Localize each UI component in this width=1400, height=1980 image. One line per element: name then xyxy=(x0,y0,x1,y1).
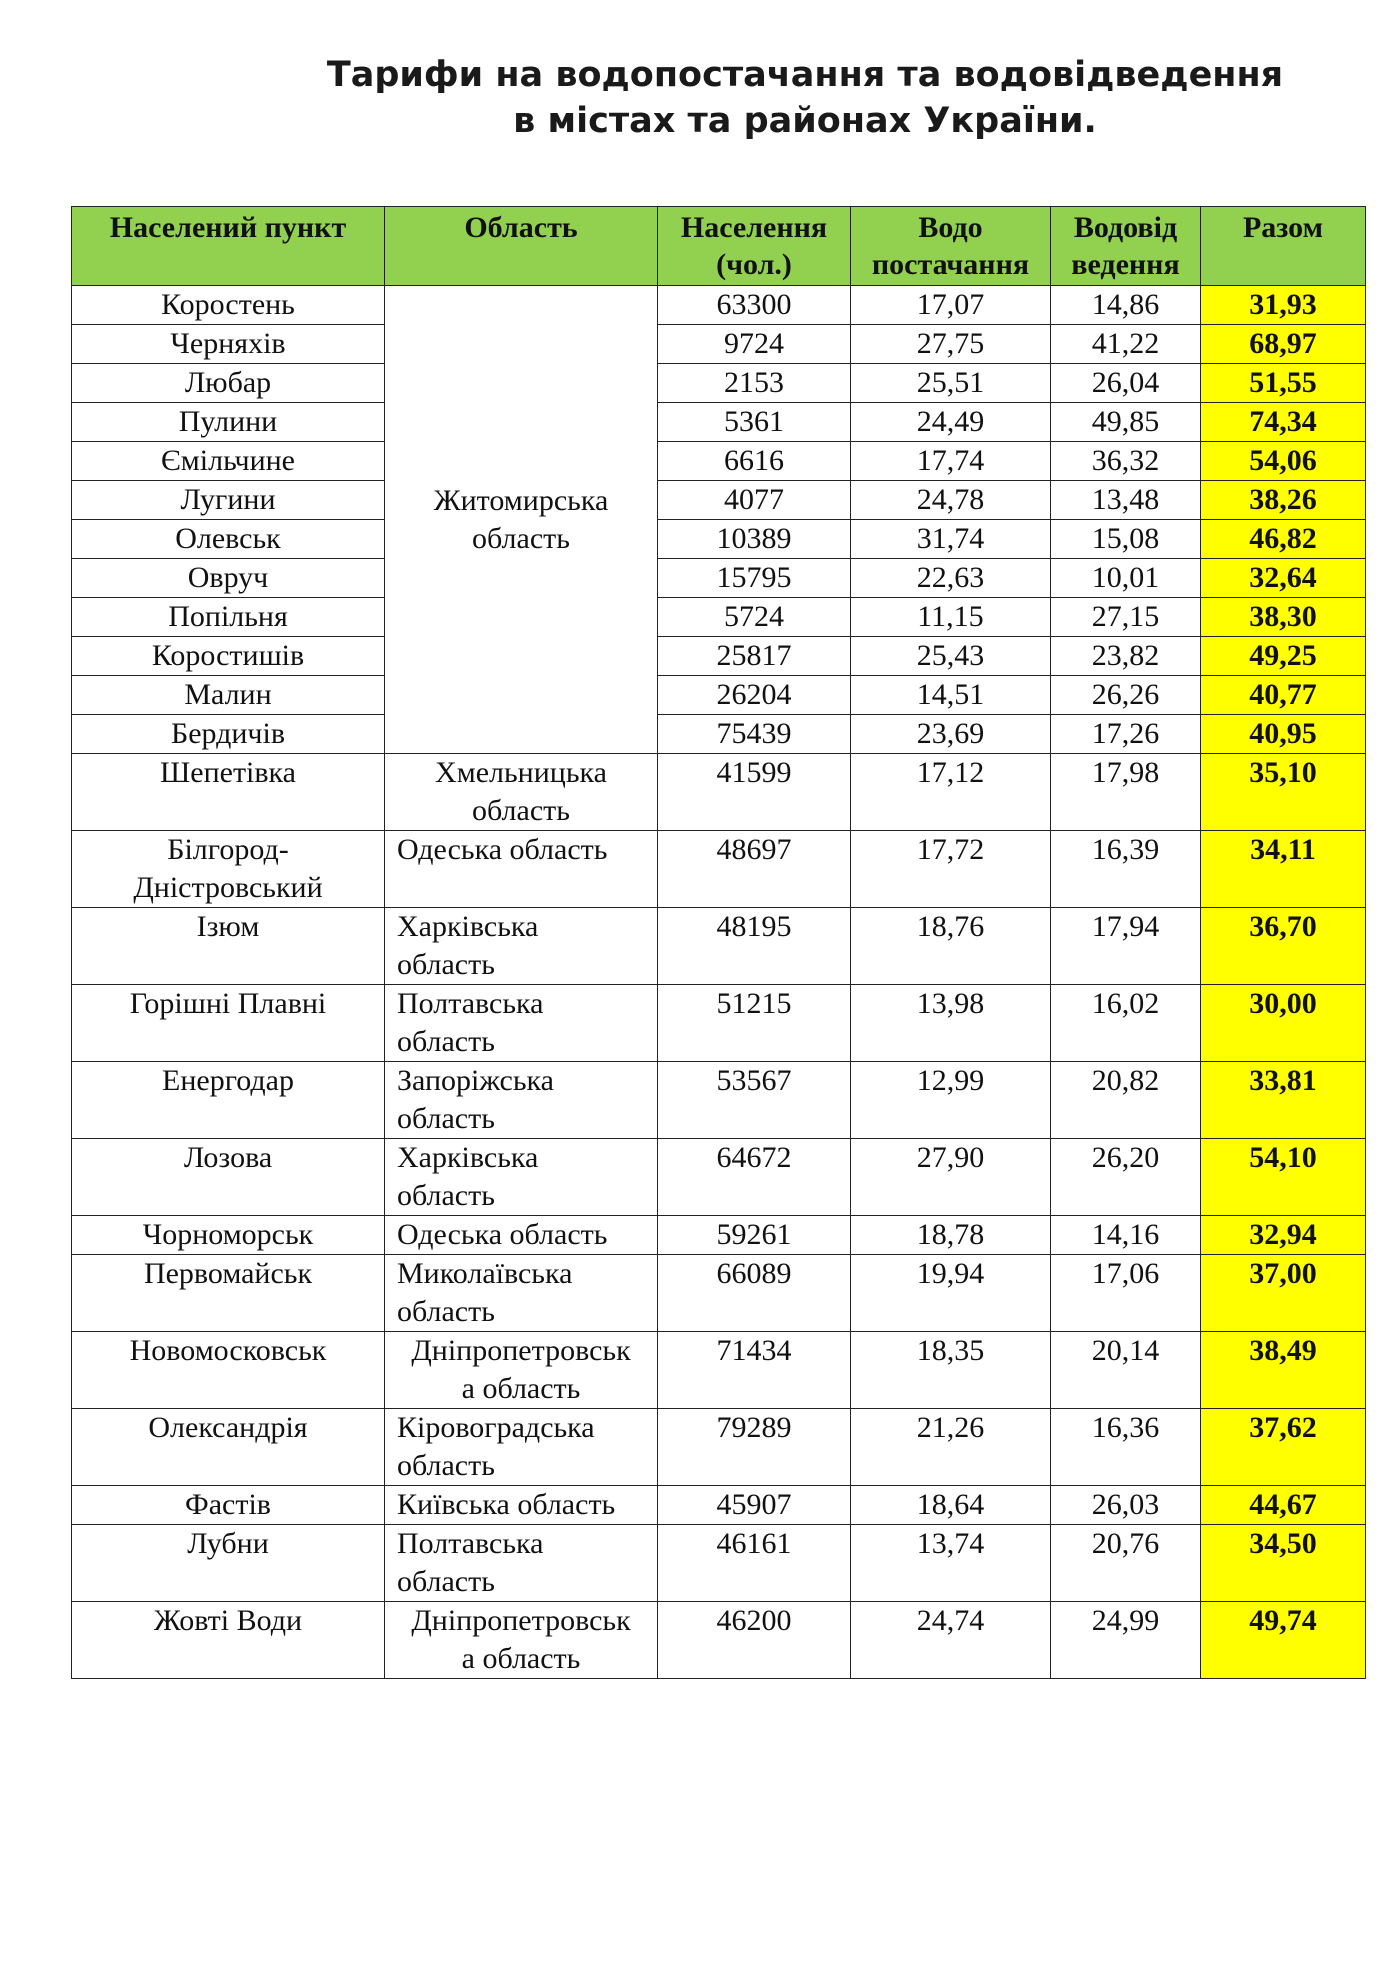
supply-cell: 12,99 xyxy=(851,1062,1051,1139)
header-water-supply: Водо постачання xyxy=(851,207,1051,286)
population-cell: 25817 xyxy=(658,637,851,676)
table-row xyxy=(72,1139,1366,1216)
total-cell: 33,81 xyxy=(1201,1062,1366,1139)
total-cell: 32,64 xyxy=(1201,559,1366,598)
table-row xyxy=(72,364,1366,403)
header-population: Населення (чол.) xyxy=(658,207,851,286)
supply-cell: 17,12 xyxy=(851,754,1051,831)
city-cell: Пулини xyxy=(72,403,385,442)
population-cell: 59261 xyxy=(658,1216,851,1255)
city-cell: Бердичів xyxy=(72,715,385,754)
population-cell: 2153 xyxy=(658,364,851,403)
drainage-cell: 14,86 xyxy=(1051,286,1201,325)
table-row xyxy=(72,286,1366,325)
oblast-cell-zhytomyr: Житомирська область xyxy=(385,286,658,754)
oblast-cell: Харківська область xyxy=(385,908,658,985)
population-cell: 63300 xyxy=(658,286,851,325)
total-cell: 35,10 xyxy=(1201,754,1366,831)
oblast-cell: Хмельницька область xyxy=(385,754,658,831)
total-cell: 37,62 xyxy=(1201,1409,1366,1486)
total-cell: 34,50 xyxy=(1201,1525,1366,1602)
page-title xyxy=(0,52,1400,144)
total-cell: 31,93 xyxy=(1201,286,1366,325)
table-row xyxy=(72,715,1366,754)
population-cell: 5724 xyxy=(658,598,851,637)
population-cell: 79289 xyxy=(658,1409,851,1486)
drainage-cell: 14,16 xyxy=(1051,1216,1201,1255)
supply-cell: 18,35 xyxy=(851,1332,1051,1409)
supply-cell: 18,78 xyxy=(851,1216,1051,1255)
supply-cell: 31,74 xyxy=(851,520,1051,559)
city-cell: Шепетівка xyxy=(72,754,385,831)
total-cell: 74,34 xyxy=(1201,403,1366,442)
total-cell: 49,25 xyxy=(1201,637,1366,676)
total-cell: 36,70 xyxy=(1201,908,1366,985)
city-cell: Фастів xyxy=(72,1486,385,1525)
drainage-cell: 17,98 xyxy=(1051,754,1201,831)
drainage-cell: 16,36 xyxy=(1051,1409,1201,1486)
population-cell: 6616 xyxy=(658,442,851,481)
total-cell: 34,11 xyxy=(1201,831,1366,908)
oblast-cell: Миколаївська область xyxy=(385,1255,658,1332)
supply-cell: 21,26 xyxy=(851,1409,1051,1486)
drainage-cell: 17,06 xyxy=(1051,1255,1201,1332)
city-cell: Енергодар xyxy=(72,1062,385,1139)
oblast-cell: Запоріжська область xyxy=(385,1062,658,1139)
drainage-cell: 26,20 xyxy=(1051,1139,1201,1216)
city-cell: Лозова xyxy=(72,1139,385,1216)
drainage-cell: 13,48 xyxy=(1051,481,1201,520)
table-row xyxy=(72,1216,1366,1255)
city-cell: Горішні Плавні xyxy=(72,985,385,1062)
supply-cell: 27,75 xyxy=(851,325,1051,364)
total-cell: 54,10 xyxy=(1201,1139,1366,1216)
population-cell: 45907 xyxy=(658,1486,851,1525)
drainage-cell: 27,15 xyxy=(1051,598,1201,637)
table-row xyxy=(72,1062,1366,1139)
oblast-cell: Київська область xyxy=(385,1486,658,1525)
city-cell: Коростень xyxy=(72,286,385,325)
header-city: Населений пункт xyxy=(72,207,385,286)
oblast-cell: Кіровоградська область xyxy=(385,1409,658,1486)
total-cell: 68,97 xyxy=(1201,325,1366,364)
supply-cell: 22,63 xyxy=(851,559,1051,598)
city-cell: Лубни xyxy=(72,1525,385,1602)
population-cell: 46200 xyxy=(658,1602,851,1679)
total-cell: 38,30 xyxy=(1201,598,1366,637)
drainage-cell: 23,82 xyxy=(1051,637,1201,676)
table-row xyxy=(72,1525,1366,1602)
city-cell: Чорноморськ xyxy=(72,1216,385,1255)
table-row xyxy=(72,908,1366,985)
city-cell: Новомосковськ xyxy=(72,1332,385,1409)
oblast-cell: Дніпропетровськ а область xyxy=(385,1332,658,1409)
supply-cell: 25,51 xyxy=(851,364,1051,403)
drainage-cell: 20,82 xyxy=(1051,1062,1201,1139)
oblast-cell: Полтавська область xyxy=(385,985,658,1062)
drainage-cell: 26,04 xyxy=(1051,364,1201,403)
total-cell: 40,95 xyxy=(1201,715,1366,754)
total-cell: 44,67 xyxy=(1201,1486,1366,1525)
population-cell: 9724 xyxy=(658,325,851,364)
table-row xyxy=(72,831,1366,908)
supply-cell: 14,51 xyxy=(851,676,1051,715)
drainage-cell: 41,22 xyxy=(1051,325,1201,364)
population-cell: 51215 xyxy=(658,985,851,1062)
population-cell: 66089 xyxy=(658,1255,851,1332)
oblast-cell: Харківська область xyxy=(385,1139,658,1216)
table-row xyxy=(72,559,1366,598)
city-cell: Овруч xyxy=(72,559,385,598)
total-cell: 32,94 xyxy=(1201,1216,1366,1255)
population-cell: 53567 xyxy=(658,1062,851,1139)
table-row xyxy=(72,520,1366,559)
supply-cell: 18,64 xyxy=(851,1486,1051,1525)
total-cell: 37,00 xyxy=(1201,1255,1366,1332)
drainage-cell: 17,26 xyxy=(1051,715,1201,754)
table-row xyxy=(72,676,1366,715)
drainage-cell: 20,76 xyxy=(1051,1525,1201,1602)
table-row xyxy=(72,1602,1366,1679)
table-row xyxy=(72,1409,1366,1486)
drainage-cell: 26,03 xyxy=(1051,1486,1201,1525)
oblast-cell: Полтавська область xyxy=(385,1525,658,1602)
table-row xyxy=(72,403,1366,442)
city-cell: Білгород- Дністровський xyxy=(72,831,385,908)
table-row xyxy=(72,1486,1366,1525)
table-row xyxy=(72,637,1366,676)
total-cell: 54,06 xyxy=(1201,442,1366,481)
drainage-cell: 15,08 xyxy=(1051,520,1201,559)
population-cell: 41599 xyxy=(658,754,851,831)
supply-cell: 24,78 xyxy=(851,481,1051,520)
city-cell: Ізюм xyxy=(72,908,385,985)
header-oblast: Область xyxy=(385,207,658,286)
table-row xyxy=(72,442,1366,481)
drainage-cell: 16,02 xyxy=(1051,985,1201,1062)
page-title-line-1: Тарифи на водопостачання та водовідведення xyxy=(326,55,1284,95)
table-header-row xyxy=(72,207,1366,286)
population-cell: 48697 xyxy=(658,831,851,908)
supply-cell: 19,94 xyxy=(851,1255,1051,1332)
population-cell: 64672 xyxy=(658,1139,851,1216)
total-cell: 46,82 xyxy=(1201,520,1366,559)
oblast-cell: Одеська область xyxy=(385,831,658,908)
population-cell: 46161 xyxy=(658,1525,851,1602)
oblast-cell: Дніпропетровськ а область xyxy=(385,1602,658,1679)
total-cell: 49,74 xyxy=(1201,1602,1366,1679)
population-cell: 4077 xyxy=(658,481,851,520)
population-cell: 15795 xyxy=(658,559,851,598)
population-cell: 5361 xyxy=(658,403,851,442)
supply-cell: 13,74 xyxy=(851,1525,1051,1602)
page-title-line-2: в містах та районах України. xyxy=(513,101,1097,141)
population-cell: 26204 xyxy=(658,676,851,715)
table-row xyxy=(72,481,1366,520)
supply-cell: 27,90 xyxy=(851,1139,1051,1216)
supply-cell: 18,76 xyxy=(851,908,1051,985)
city-cell: Коростишів xyxy=(72,637,385,676)
table-row xyxy=(72,598,1366,637)
drainage-cell: 24,99 xyxy=(1051,1602,1201,1679)
population-cell: 48195 xyxy=(658,908,851,985)
population-cell: 71434 xyxy=(658,1332,851,1409)
city-cell: Любар xyxy=(72,364,385,403)
city-cell: Черняхів xyxy=(72,325,385,364)
supply-cell: 17,07 xyxy=(851,286,1051,325)
drainage-cell: 17,94 xyxy=(1051,908,1201,985)
supply-cell: 24,74 xyxy=(851,1602,1051,1679)
city-cell: Первомайськ xyxy=(72,1255,385,1332)
drainage-cell: 20,14 xyxy=(1051,1332,1201,1409)
table-row xyxy=(72,1332,1366,1409)
city-cell: Олександрія xyxy=(72,1409,385,1486)
city-cell: Олевськ xyxy=(72,520,385,559)
supply-cell: 23,69 xyxy=(851,715,1051,754)
header-total: Разом xyxy=(1201,207,1366,286)
supply-cell: 17,74 xyxy=(851,442,1051,481)
total-cell: 38,49 xyxy=(1201,1332,1366,1409)
city-cell: Попільня xyxy=(72,598,385,637)
supply-cell: 13,98 xyxy=(851,985,1051,1062)
drainage-cell: 10,01 xyxy=(1051,559,1201,598)
table-row xyxy=(72,754,1366,831)
header-drainage: Водовід ведення xyxy=(1051,207,1201,286)
total-cell: 51,55 xyxy=(1201,364,1366,403)
supply-cell: 24,49 xyxy=(851,403,1051,442)
city-cell: Ємільчине xyxy=(72,442,385,481)
population-cell: 10389 xyxy=(658,520,851,559)
drainage-cell: 26,26 xyxy=(1051,676,1201,715)
tariff-table xyxy=(71,206,1366,1679)
table-row xyxy=(72,1255,1366,1332)
drainage-cell: 16,39 xyxy=(1051,831,1201,908)
population-cell: 75439 xyxy=(658,715,851,754)
city-cell: Жовті Води xyxy=(72,1602,385,1679)
total-cell: 38,26 xyxy=(1201,481,1366,520)
total-cell: 40,77 xyxy=(1201,676,1366,715)
city-cell: Малин xyxy=(72,676,385,715)
supply-cell: 11,15 xyxy=(851,598,1051,637)
drainage-cell: 36,32 xyxy=(1051,442,1201,481)
table-row xyxy=(72,325,1366,364)
total-cell: 30,00 xyxy=(1201,985,1366,1062)
table-row xyxy=(72,985,1366,1062)
supply-cell: 17,72 xyxy=(851,831,1051,908)
oblast-cell: Одеська область xyxy=(385,1216,658,1255)
city-cell: Лугини xyxy=(72,481,385,520)
drainage-cell: 49,85 xyxy=(1051,403,1201,442)
supply-cell: 25,43 xyxy=(851,637,1051,676)
